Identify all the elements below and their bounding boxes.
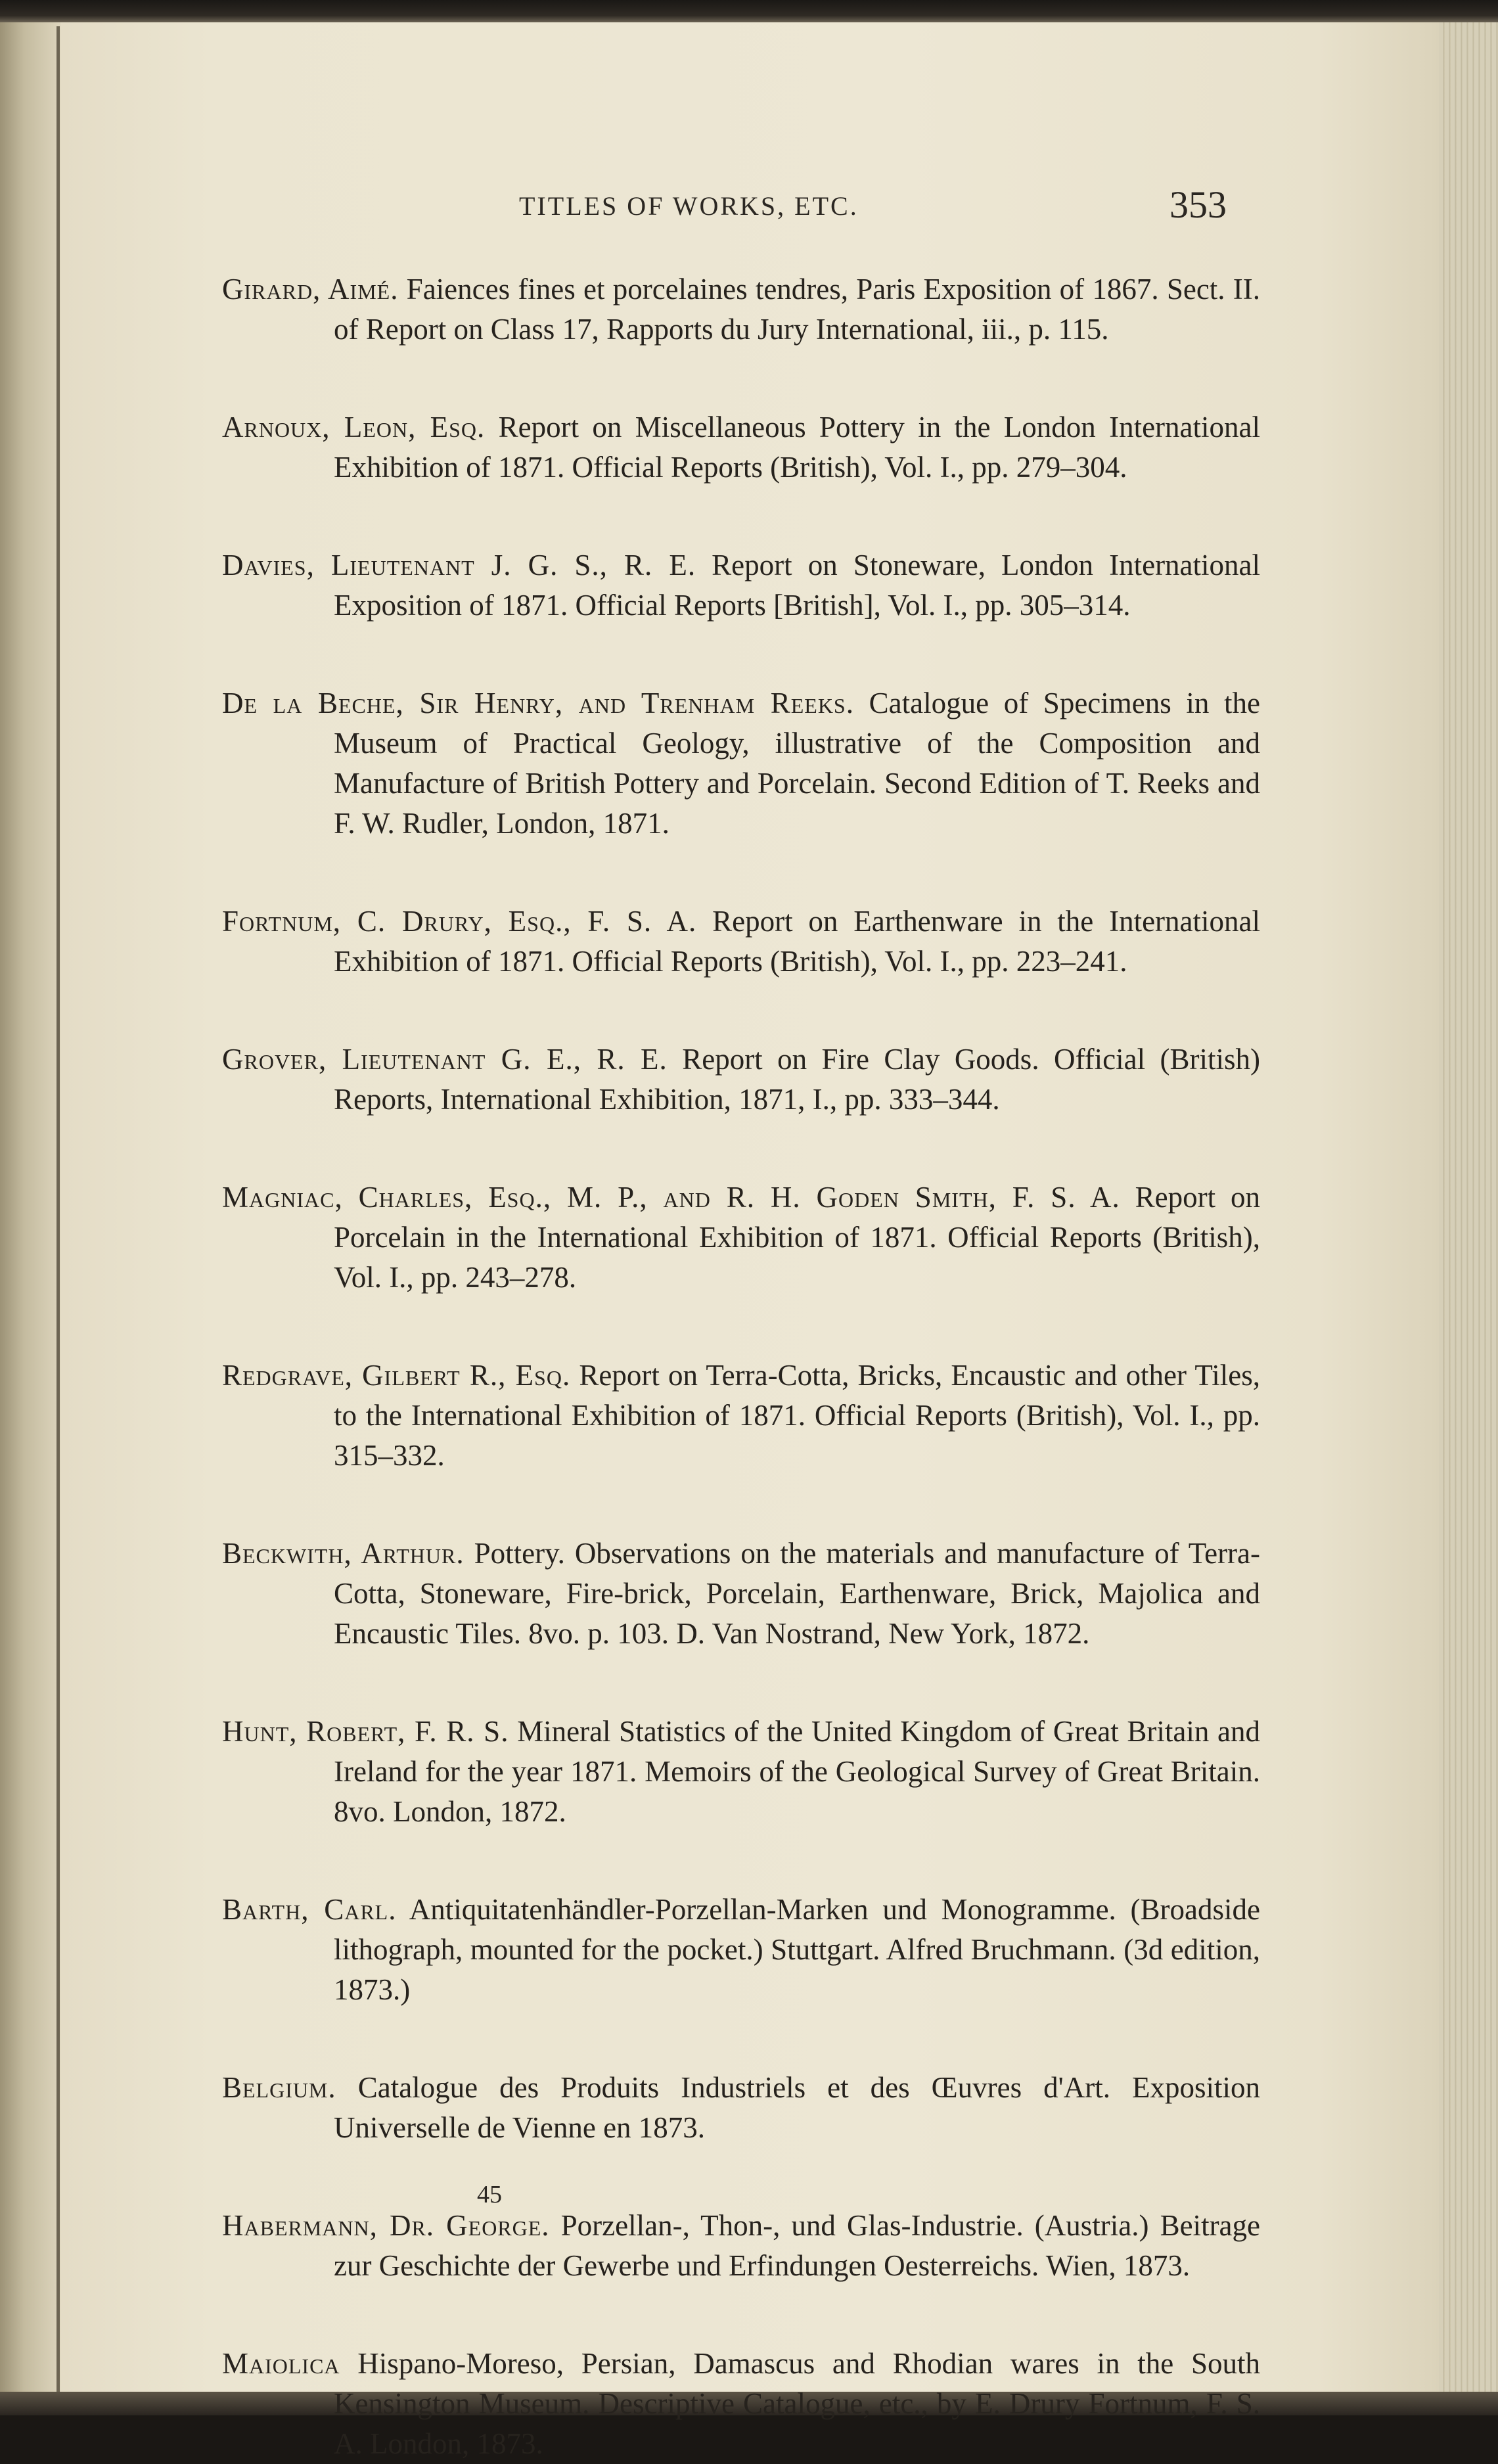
bibliography-entry [222, 1534, 1260, 1654]
entry-author: Habermann, Dr. George. [222, 2209, 550, 2242]
entry-text: Report on Stoneware, London International Exposition of 1871. Official Reports [British], Vol. I., pp. 305–314. [334, 549, 1261, 622]
entry-author: Fortnum, C. Drury, Esq., F. S. A. [222, 905, 697, 938]
binding-gutter [0, 22, 60, 2415]
entry-text: Antiquitatenhändler-Porzellan-Marken und Monogramme. (Broadside lithograph, mounted for the pocket.) Stuttgart. Alfred Bruchmann. (3d edition, 1873.) [334, 1893, 1260, 2006]
entry-text: Faiences fines et porcelaines tendres, Paris Exposition of 1867. Sect. II. of Report on Class 17, Rapports du Jury International, iii., p. 115. [334, 273, 1260, 346]
entry-text: Pottery. Observations on the materials and manufacture of Terra-Cotta, Stoneware, Fire-brick, Porcelain, Earthenware, Brick, Majolica and Encaustic Tiles. 8vo. p. 103. D. Van Nostrand, New York, 1872. [334, 1537, 1260, 1650]
entry-text: Report on Porcelain in the International Exhibition of 1871. Official Reports (British), Vol. I., pp. 243–278. [334, 1181, 1260, 1294]
entry-text: Report on Miscellaneous Pottery in the London International Exhibition of 1871. Official Reports (British), Vol. I., pp. 279–304. [334, 411, 1260, 484]
entry-text: Report on Fire Clay Goods. Official (British) Reports, International Exhibition, 1871, I., pp. 333–344. [334, 1043, 1260, 1116]
entry-text: Catalogue of Specimens in the Museum of Practical Geology, illustrative of the Composition and Manufacture of British Pottery and Porcelain. Second Edition of T. Reeks and F. W. Rudler, London, 1871. [334, 687, 1261, 840]
page-number: 353 [1169, 183, 1227, 226]
entry-author: Maiolica [222, 2347, 340, 2380]
bibliography-entry [222, 545, 1260, 626]
bibliography-entry [222, 2206, 1260, 2286]
gutter-line [57, 26, 60, 2415]
entry-author: Arnoux, Leon, Esq. [222, 411, 486, 444]
bibliography-entry [222, 1712, 1260, 1832]
entry-text: Report on Earthenware in the International Exhibition of 1871. Official Reports (British), Vol. I., pp. 223–241. [334, 905, 1260, 978]
page-stack-edge [1439, 22, 1498, 2415]
entry-author: De la Beche, Sir Henry, and Trenham Reeks. [222, 687, 854, 719]
bibliography-entry [222, 1039, 1260, 1120]
entry-text: Porzellan-, Thon-, und Glas-Industrie. (Austria.) Beitrage zur Geschichte der Gewerbe und Erfindungen Oesterreichs. Wien, 1873. [334, 2209, 1260, 2282]
bibliography-list [222, 269, 1260, 2464]
entry-text: Report on Terra-Cotta, Bricks, Encaustic and other Tiles, to the International Exhibition of 1871. Official Reports (British), Vol. I., pp. 315–332. [334, 1359, 1261, 1472]
signature-mark: 45 [477, 2181, 502, 2208]
bibliography-entry [222, 683, 1260, 844]
bibliography-entry [222, 407, 1260, 488]
bibliography-entry [222, 2344, 1260, 2464]
entry-author: Magniac, Charles, Esq., M. P., and R. H. Goden Smith, F. S. A. [222, 1181, 1120, 1214]
entry-text: Catalogue des Produits Industriels et des Œuvres d'Art. Exposition Universelle de Vienne en 1873. [334, 2071, 1260, 2144]
entry-author: Barth, Carl. [222, 1893, 397, 1926]
entry-author: Belgium. [222, 2071, 336, 2104]
bibliography-entry [222, 2068, 1260, 2148]
top-edge-shadow [0, 0, 1498, 22]
bibliography-entry [222, 269, 1260, 350]
entry-text: Mineral Statistics of the United Kingdom of Great Britain and Ireland for the year 1871. Memoirs of the Geological Survey of Great Britain. 8vo. London, 1872. [334, 1715, 1260, 1828]
entry-author: Hunt, Robert, F. R. S. [222, 1715, 509, 1748]
bibliography-entry [222, 901, 1260, 982]
bibliography-entry [222, 1177, 1260, 1298]
entry-text: Hispano-Moreso, Persian, Damascus and Rhodian wares in the South Kensington Museum. Descriptive Catalogue, etc., by E. Drury Fortnum, F. S. A. London, 1873. [334, 2347, 1260, 2460]
bibliography-entry [222, 1356, 1260, 1476]
bibliography-entry [222, 1890, 1260, 2010]
entry-author: Beckwith, Arthur. [222, 1537, 465, 1570]
running-title: TITLES OF WORKS, ETC. [519, 191, 859, 221]
entry-author: Redgrave, Gilbert R., Esq. [222, 1359, 571, 1392]
entry-author: Davies, Lieutenant J. G. S., R. E. [222, 549, 696, 582]
entry-author: Girard, Aimé. [222, 273, 399, 306]
entry-author: Grover, Lieutenant G. E., R. E. [222, 1043, 668, 1076]
